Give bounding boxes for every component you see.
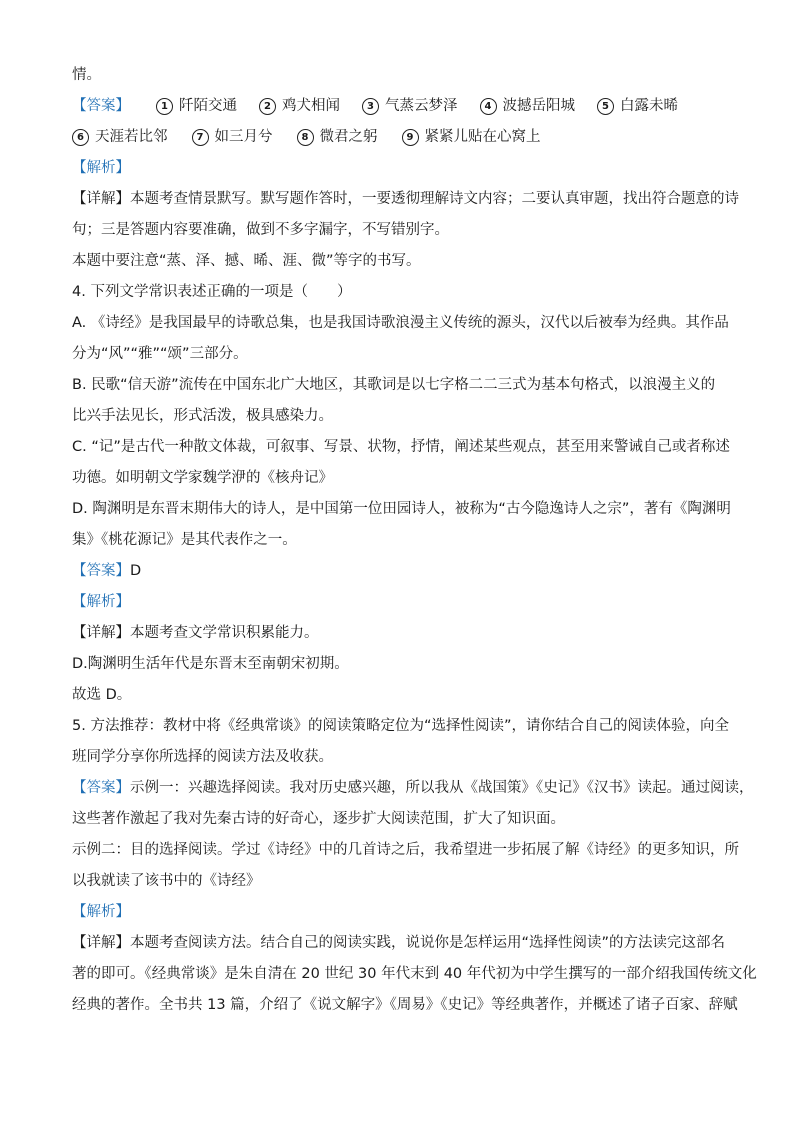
- text-line: 句；三是答题内容要准确，做到不多字漏字，不写错别字。: [72, 222, 449, 238]
- text-line: 示例二：目的选择阅读。学过《诗经》中的几首诗之后，我希望进一步拓展了解《诗经》的更多知识，所: [72, 842, 739, 858]
- q3-answer-row-1: [72, 91, 722, 122]
- answer-item: 6 天涯若比邻: [72, 122, 168, 153]
- answer-tag: 【答案】: [72, 563, 130, 579]
- option-d-line-2: 集》《桃花源记》是其代表作之一。: [72, 532, 297, 548]
- option-c-line-1: C. “记”是古代一种散文体裁，可叙事、写景、状物，抒情，阐述某些观点，甚至用来警诫自己或者称述: [72, 439, 730, 455]
- option-c-line-2: 功德。如明朝文学家魏学洢的《核舟记》: [72, 470, 333, 486]
- detail-line: 【详解】本题考查文学常识积累能力。: [72, 625, 319, 641]
- item-number: 5: [597, 98, 614, 115]
- option-d-line-1: D. 陶渊明是东晋末期伟大的诗人，是中国第一位田园诗人，被称为“古今隐逸诗人之宗”，著有《陶渊明: [72, 501, 731, 517]
- text-line: D.陶渊明生活年代是东晋末至南朝宋初期。: [72, 656, 349, 672]
- item-number: 8: [297, 129, 314, 146]
- answer-item: 4 波撼岳阳城: [480, 91, 576, 122]
- text-line: 以我就读了该书中的《诗经》: [72, 873, 261, 889]
- text-line: 本题中要注意“蒸、泽、撼、晞、涯、微”等字的书写。: [72, 253, 421, 269]
- text-line: 班同学分享你所选择的阅读方法及收获。: [72, 749, 333, 765]
- answer-line: 【答案】示例一：兴趣选择阅读。我对历史感兴趣，所以我从《战国策》《史记》《汉书》读起。通过阅读，: [72, 780, 754, 796]
- text-line: 故选 D。: [72, 687, 132, 703]
- analysis-heading: 【解析】: [72, 594, 130, 610]
- text-line: 这些著作激起了我对先秦古诗的好奇心，逐步扩大阅读范围，扩大了知识面。: [72, 811, 565, 827]
- text-line: 情。: [72, 67, 101, 83]
- item-number: 6: [72, 129, 89, 146]
- answer-item: 5 白露未晞: [597, 91, 678, 122]
- item-number: 2: [259, 98, 276, 115]
- analysis-heading: 【解析】: [72, 904, 130, 920]
- answer-item: 2 鸡犬相闻: [259, 91, 340, 122]
- answer-item: 9 紧紧儿贴在心窝上: [402, 122, 541, 153]
- text-line: 经典的著作。全书共 13 篇，介绍了《说文解字》《周易》《史记》等经典著作，并概述了诸子百家、辞赋: [72, 997, 738, 1013]
- detail-tag: 【详解】: [72, 935, 130, 951]
- analysis-heading: 【解析】: [72, 160, 130, 176]
- answer-item: 8 微君之躬: [297, 122, 378, 153]
- answer-tag: 【答案】: [72, 780, 130, 796]
- item-number: 3: [362, 98, 379, 115]
- detail-line: 【详解】本题考查阅读方法。结合自己的阅读实践，说说你是怎样运用“选择性阅读”的方法读完这部名: [72, 935, 726, 951]
- detail-line: 【详解】本题考查情景默写。默写题作答时，一要透彻理解诗文内容；二要认真审题，找出符合题意的诗: [72, 191, 739, 207]
- option-b-line-2: 比兴手法见长，形式活泼，极具感染力。: [72, 408, 333, 424]
- option-a-line-2: 分为“风”“雅”“颂”三部分。: [72, 346, 248, 362]
- option-a-line-1: A. 《诗经》是我国最早的诗歌总集，也是我国诗歌浪漫主义传统的源头，汉代以后被奉为经典。其作品: [72, 315, 729, 331]
- item-number: 4: [480, 98, 497, 115]
- item-number: 7: [192, 129, 209, 146]
- question-stem: 5. 方法推荐：教材中将《经典常谈》的阅读策略定位为“选择性阅读”，请你结合自己的阅读体验，向全: [72, 718, 729, 734]
- option-b-line-1: B. 民歌“信天游”流传在中国东北广大地区，其歌词是以七字格二二三式为基本句格式，以浪漫主义的: [72, 377, 716, 393]
- answer-item: 1 阡陌交通: [156, 91, 237, 122]
- answer-value: D: [130, 563, 142, 579]
- q3-answer-row-2: [72, 122, 722, 153]
- text-line: 著的即可。《经典常谈》是朱自清在 20 世纪 30 年代末到 40 年代初为中学生撰写的一部介绍我国传统文化: [72, 966, 757, 982]
- item-number: 9: [402, 129, 419, 146]
- answer-line: [72, 556, 722, 587]
- document-page: [72, 60, 757, 1021]
- answer-item: 3 气蒸云梦泽: [362, 91, 458, 122]
- detail-tag: 【详解】: [72, 191, 130, 207]
- item-number: 1: [156, 98, 173, 115]
- question-stem: 4. 下列文学常识表述正确的一项是（ ）: [72, 284, 352, 300]
- answer-tag: 【答案】: [72, 98, 130, 114]
- detail-tag: 【详解】: [72, 625, 130, 641]
- answer-item: 7 如三月兮: [192, 122, 273, 153]
